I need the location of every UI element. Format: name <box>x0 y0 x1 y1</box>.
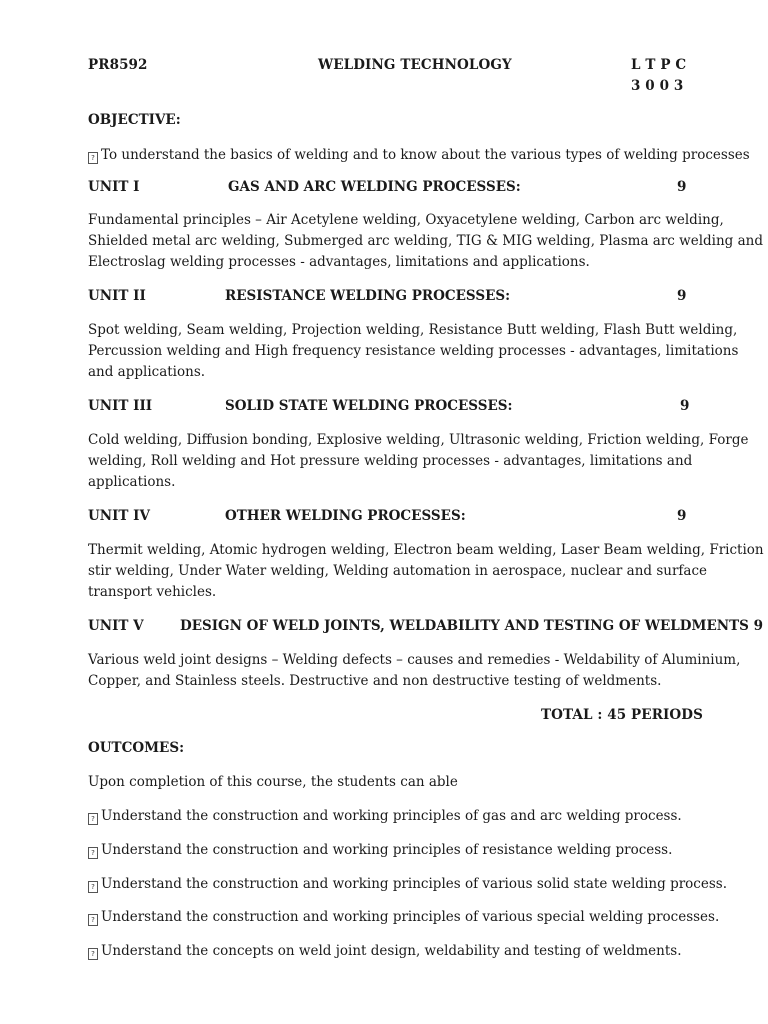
description-line: Thermit welding, Atomic hydrogen welding, Electron beam welding, Laser Beam welding, Friction <box>88 542 764 558</box>
unit-hours: 9 <box>677 179 687 195</box>
bullet-icon: ? <box>88 847 98 859</box>
unit-description <box>88 320 739 383</box>
bullet-icon: ? <box>88 813 98 825</box>
course-code: PR8592 <box>88 57 148 73</box>
ltpc-label: L T P C <box>631 57 687 73</box>
outcome-item <box>88 842 672 859</box>
description-line: Copper, and Stainless steels. Destructive and non destructive testing of weldments. <box>88 673 662 689</box>
outcomes-heading: OUTCOMES: <box>88 740 185 756</box>
unit-title: DESIGN OF WELD JOINTS, WELDABILITY AND TESTING OF WELDMENTS 9 <box>180 618 763 634</box>
bullet-icon: ? <box>88 914 98 926</box>
bullet-icon: ? <box>88 152 98 164</box>
unit-label: UNIT I <box>88 179 140 195</box>
bullet-icon: ? <box>88 881 98 893</box>
unit-description <box>88 650 741 692</box>
description-line: transport vehicles. <box>88 584 217 600</box>
course-title: WELDING TECHNOLOGY <box>318 57 512 73</box>
bullet-icon: ? <box>88 948 98 960</box>
objective-item <box>88 147 750 164</box>
ltpc-values: 3 0 0 3 <box>631 78 684 94</box>
outcome-text: Understand the construction and working principles of various solid state welding process. <box>101 876 727 892</box>
description-line: Percussion welding and High frequency resistance welding processes - advantages, limitations <box>88 343 739 359</box>
description-line: Electroslag welding processes - advantages, limitations and applications. <box>88 254 590 270</box>
outcome-item <box>88 943 681 960</box>
unit-label: UNIT II <box>88 288 146 304</box>
unit-hours: 9 <box>677 508 687 524</box>
outcome-text: Understand the construction and working principles of various special welding processes. <box>101 909 720 925</box>
unit-title: GAS AND ARC WELDING PROCESSES: <box>228 179 521 195</box>
description-line: Spot welding, Seam welding, Projection welding, Resistance Butt welding, Flash Butt welding, <box>88 322 738 338</box>
outcome-text: Understand the construction and working principles of resistance welding process. <box>101 842 673 858</box>
unit-label: UNIT IV <box>88 508 150 524</box>
outcome-item <box>88 876 727 893</box>
description-line: Cold welding, Diffusion bonding, Explosive welding, Ultrasonic welding, Friction welding, Forge <box>88 432 749 448</box>
description-line: and applications. <box>88 364 206 380</box>
unit-label: UNIT III <box>88 398 153 414</box>
outcomes-intro: Upon completion of this course, the students can able <box>88 774 458 790</box>
unit-description <box>88 430 749 493</box>
outcome-item <box>88 808 682 825</box>
unit-hours: 9 <box>680 398 690 414</box>
outcome-text: Understand the concepts on weld joint design, weldability and testing of weldments. <box>101 943 682 959</box>
unit-description <box>88 210 763 273</box>
unit-hours: 9 <box>677 288 687 304</box>
description-line: Fundamental principles – Air Acetylene welding, Oxyacetylene welding, Carbon arc welding, <box>88 212 724 228</box>
unit-label: UNIT V <box>88 618 144 634</box>
description-line: Various weld joint designs – Welding defects – causes and remedies - Weldability of Aluminium, <box>88 652 741 668</box>
unit-title: OTHER WELDING PROCESSES: <box>225 508 466 524</box>
unit-title: RESISTANCE WELDING PROCESSES: <box>225 288 511 304</box>
total-periods: TOTAL : 45 PERIODS <box>541 707 703 723</box>
unit-description <box>88 540 764 603</box>
description-line: welding, Roll welding and Hot pressure welding processes - advantages, limitations and <box>88 453 693 469</box>
objective-heading: OBJECTIVE: <box>88 112 181 128</box>
outcome-text: Understand the construction and working principles of gas and arc welding process. <box>101 808 682 824</box>
description-line: applications. <box>88 474 176 490</box>
objective-text: To understand the basics of welding and to know about the various types of welding processes <box>101 147 750 163</box>
outcome-item <box>88 909 719 926</box>
unit-title: SOLID STATE WELDING PROCESSES: <box>225 398 513 414</box>
description-line: stir welding, Under Water welding, Welding automation in aerospace, nuclear and surface <box>88 563 707 579</box>
description-line: Shielded metal arc welding, Submerged arc welding, TIG & MIG welding, Plasma arc welding and <box>88 233 763 249</box>
